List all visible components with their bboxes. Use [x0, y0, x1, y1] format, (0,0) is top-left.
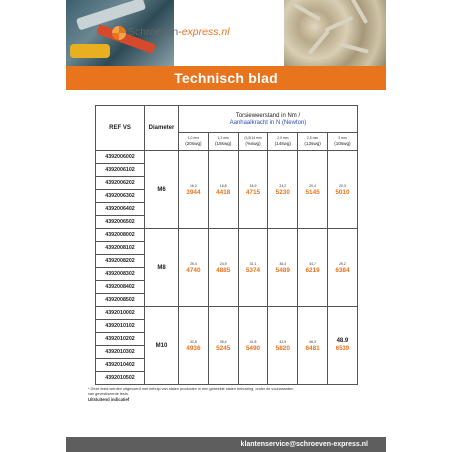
value-cell: 16,8 4418: [208, 151, 238, 229]
column-header: 3 mm (10swg): [327, 133, 357, 151]
ref-cell: 4392010002: [96, 307, 145, 320]
footnotes: [88, 387, 368, 403]
site-logo[interactable]: [128, 26, 230, 38]
value-cell: 36,4 5489: [268, 229, 298, 307]
footer-banner: [66, 437, 386, 452]
ref-cell: 4392008202: [96, 255, 145, 268]
contact-email-link[interactable]: klantenservice@schroeven-express.nl: [240, 441, 368, 448]
value-cell: 41,8 5490: [238, 307, 268, 385]
ref-cell: 4392008302: [96, 268, 145, 281]
ref-cell: 4392010302: [96, 346, 145, 359]
diameter-cell: M10: [145, 307, 179, 385]
value-cell: 34,7 6219: [298, 229, 328, 307]
spec-table: [95, 105, 358, 385]
footnote-line1: * Deze tests werden uitgevoerd met behulp van stalen producten in een gekeelde stalen behuizing, onder de voorwaarden: [88, 387, 294, 391]
value-cell: 24,9 4885: [208, 229, 238, 307]
ref-cell: 4392008002: [96, 229, 145, 242]
value-cell: 31,1 5374: [238, 229, 268, 307]
value-cell: 46,3 6481: [298, 307, 328, 385]
diameter-cell: M6: [145, 151, 179, 229]
table-row: [96, 151, 358, 164]
title-banner: [66, 66, 386, 90]
logo-text-accent: express.nl: [181, 26, 230, 38]
column-header: 1,0 mm (20swg): [179, 133, 209, 151]
page-title: Technisch blad: [174, 70, 278, 86]
column-header: 2,0 mm (14swg): [268, 133, 298, 151]
ref-cell: 4392006302: [96, 190, 145, 203]
ref-cell: 4392010402: [96, 359, 145, 372]
column-header: 1,2 mm (18swg): [208, 133, 238, 151]
ref-cell: 4392006002: [96, 151, 145, 164]
ref-cell: 4392010502: [96, 372, 145, 385]
disclaimer: Uitsluitend indicatief: [88, 397, 130, 402]
footnote-line2: van gevestiseerde tests.: [88, 392, 129, 396]
ref-cell: 4392008502: [96, 294, 145, 307]
screws-photo: [284, 0, 386, 66]
table-row: [96, 229, 358, 242]
diameter-cell: M8: [145, 229, 179, 307]
value-cell: 29,2 6384: [327, 229, 357, 307]
value-cell: 42,9 5820: [268, 307, 298, 385]
column-header: (3,5/14 mm (%swg): [238, 133, 268, 151]
value-cell: 20,3 5010: [327, 151, 357, 229]
value-cell: 16,2 3944: [179, 151, 209, 229]
value-cell: 35,4 5245: [208, 307, 238, 385]
column-header: 2,5 mm (12swg): [298, 133, 328, 151]
ref-cell: 4392006102: [96, 164, 145, 177]
value-cell: 20,4 5145: [298, 151, 328, 229]
logo-text-main: Schroeven-: [128, 26, 182, 38]
value-cell: 18,9 4715: [238, 151, 268, 229]
ref-cell: 4392010202: [96, 333, 145, 346]
ref-header: REF VS: [96, 106, 145, 151]
logo-icon: [112, 26, 126, 40]
torsion-header: [179, 106, 358, 133]
ref-cell: 4392008102: [96, 242, 145, 255]
value-cell: 48.9 6539: [327, 307, 357, 385]
ref-cell: 4392006202: [96, 177, 145, 190]
value-cell: 32,8 4936: [179, 307, 209, 385]
diameter-header: Diameter: [145, 106, 179, 151]
table-row: [96, 307, 358, 320]
torsion-header-line1: Torsieweerstand in Nm /: [235, 113, 301, 119]
value-cell: 24,2 5230: [268, 151, 298, 229]
torsion-header-line2: Aanhaalkracht in N (Newton): [229, 120, 307, 126]
value-cell: 25,4 4740: [179, 229, 209, 307]
ref-cell: 4392010102: [96, 320, 145, 333]
ref-cell: 4392006502: [96, 216, 145, 229]
ref-cell: 4392008402: [96, 281, 145, 294]
ref-cell: 4392006402: [96, 203, 145, 216]
